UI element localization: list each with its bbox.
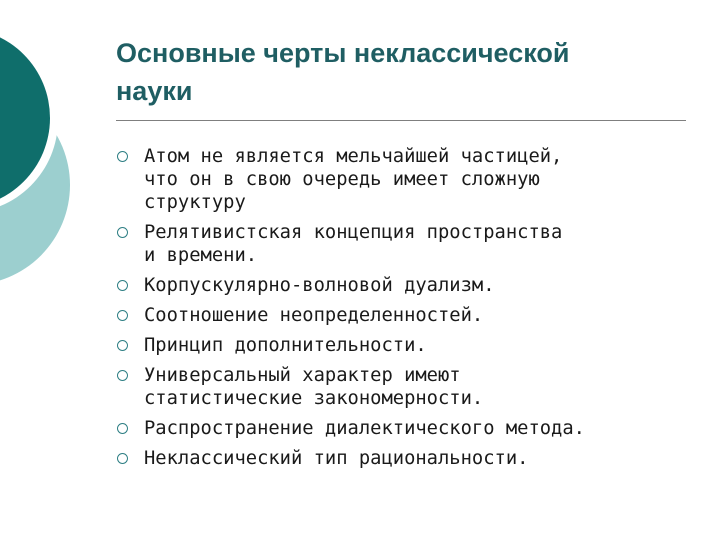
hollow-circle-bullet-icon [114, 274, 144, 297]
hollow-circle-bullet-icon [114, 364, 144, 387]
hollow-circle-bullet-icon [114, 417, 144, 440]
list-item-text: Универсальный характер имеют статистические закономерности. [144, 365, 484, 409]
hollow-circle-bullet-icon [114, 221, 144, 244]
list-item [114, 304, 704, 327]
decorative-circles [0, 0, 120, 300]
list-item [114, 145, 704, 214]
list-item-text: Распространение диалектического метода. [144, 418, 585, 439]
hollow-circle-bullet-icon [114, 334, 144, 357]
list-item-text: Соотношение неопределенностей. [144, 305, 484, 326]
list-item [114, 417, 704, 440]
hollow-circle-bullet-icon [114, 145, 144, 168]
list-item-text: Атом не является мельчайшей частицей, что он в свою очередь имеет сложную структуру [144, 146, 563, 213]
list-item [114, 364, 704, 410]
list-item-text: Корпускулярно-волновой дуализм. [144, 275, 495, 296]
list-item-text: Принцип дополнительности. [144, 335, 427, 356]
hollow-circle-bullet-icon [114, 447, 144, 470]
title-divider [116, 120, 686, 121]
list-item [114, 447, 704, 470]
list-item-text: Неклассический тип рациональности. [144, 448, 529, 469]
hollow-circle-bullet-icon [114, 304, 144, 327]
list-item [114, 334, 704, 357]
bullet-list [114, 145, 704, 477]
list-item-text: Релятивистская концепция пространства и времени. [144, 222, 563, 266]
list-item [114, 221, 704, 267]
list-item [114, 274, 704, 297]
slide-title: Основные черты неклассической науки [116, 38, 570, 106]
